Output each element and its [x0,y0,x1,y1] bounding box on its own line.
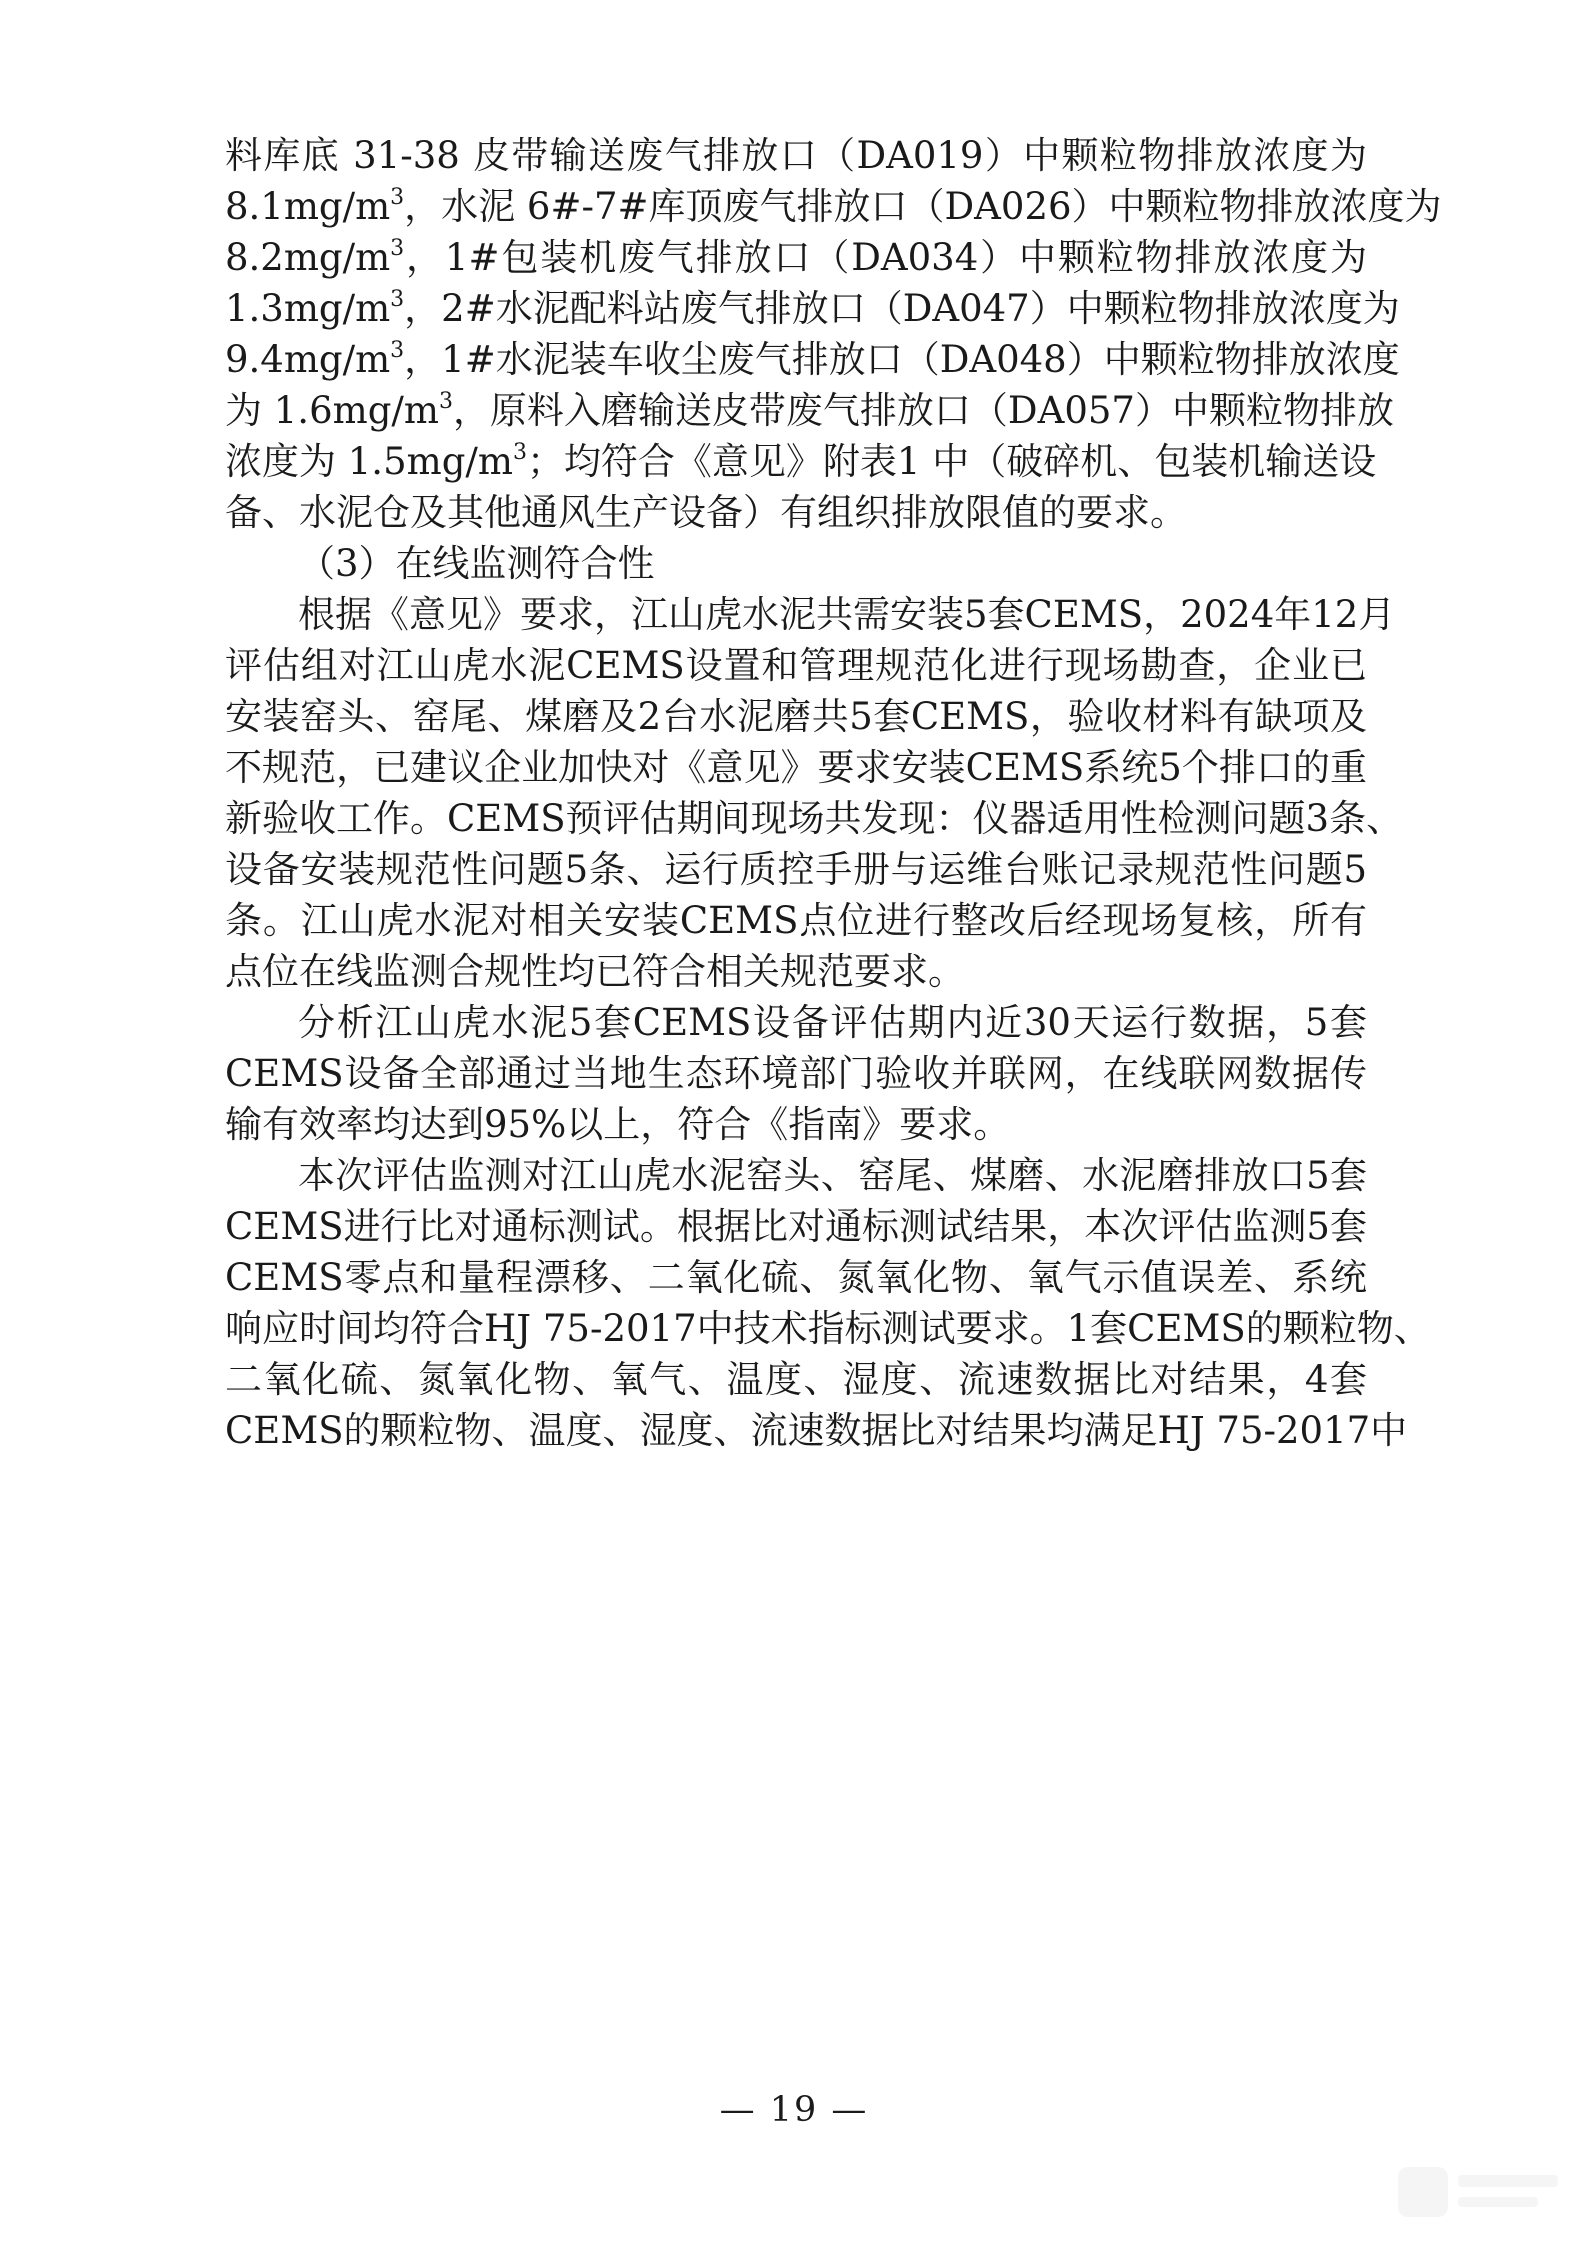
text-line: CEMS进行比对通标测试。根据比对通标测试结果，本次评估监测5套 [225,1205,1367,1248]
text-line: 安装窑头、窑尾、煤磨及2台水泥磨共5套CEMS，验收材料有缺项及 [225,695,1367,738]
page-number: — 19 — [719,2090,869,2130]
text-line: $9.4mg/m^3$，1#水泥装车收尘废气排放口（DA048）中颗粒物排放浓度 [225,338,1400,381]
text-line: 分析江山虎水泥5套CEMS设备评估期内近30天运行数据，5套 [298,1001,1367,1044]
text-line: 浓度为 $1.5mg/m^3$；均符合《意见》附表1 中（破碎机、包装机输送设 [225,440,1377,483]
text-line: 料库底 31-38 皮带输送废气排放口（DA019）中颗粒物排放浓度为 [225,134,1367,177]
text-line: CEMS设备全部通过当地生态环境部门验收并联网，在线联网数据传 [225,1052,1367,1095]
text-line: 响应时间均符合HJ 75-2017中技术指标测试要求。1套CEMS的颗粒物、 [225,1307,1431,1350]
text-line: $8.1mg/m^3$，水泥 6#-7#库顶废气排放口（DA026）中颗粒物排放浓度为 [225,185,1442,228]
superscript: 3 [438,389,453,414]
text-line: 二氧化硫、氮氧化物、氧气、温度、湿度、流速数据比对结果，4套 [225,1358,1367,1401]
superscript: 3 [390,287,405,312]
superscript: 3 [512,440,527,465]
text-line: $8.2mg/m^3$，1#包装机废气排放口（DA034）中颗粒物排放浓度为 [225,236,1367,279]
text-line: 点位在线监测合规性均已符合相关规范要求。 [225,950,965,993]
watermark-logo-icon [1394,2157,1564,2227]
text-line: $1.3mg/m^3$，2#水泥配料站废气排放口（DA047）中颗粒物排放浓度为 [225,287,1400,330]
superscript: 3 [390,185,405,210]
section-heading: （3）在线监测符合性 [298,542,655,585]
superscript: 3 [390,236,405,261]
text-line: 不规范，已建议企业加快对《意见》要求安装CEMS系统5个排口的重 [225,746,1367,789]
text-line: 新验收工作。CEMS预评估期间现场共发现：仪器适用性检测问题3条、 [225,797,1404,840]
text-line: 评估组对江山虎水泥CEMS设置和管理规范化进行现场勘查，企业已 [225,644,1367,687]
text-line: 本次评估监测对江山虎水泥窑头、窑尾、煤磨、水泥磨排放口5套 [298,1154,1367,1197]
text-line: 为 $1.6mg/m^3$，原料入磨输送皮带废气排放口（DA057）中颗粒物排放 [225,389,1394,432]
text-line: 条。江山虎水泥对相关安装CEMS点位进行整改后经现场复核，所有 [225,899,1367,942]
text-line: 设备安装规范性问题5条、运行质控手册与运维台账记录规范性问题5 [225,848,1367,891]
text-line: CEMS零点和量程漂移、二氧化硫、氮氧化物、氧气示值误差、系统 [225,1256,1367,1299]
superscript: 3 [390,338,405,363]
text-line: 备、水泥仓及其他通风生产设备）有组织排放限值的要求。 [225,491,1187,534]
text-line: CEMS的颗粒物、温度、湿度、流速数据比对结果均满足HJ 75-2017中 [225,1409,1408,1452]
text-line: 根据《意见》要求，江山虎水泥共需安装5套CEMS，2024年12月 [298,593,1396,636]
text-line: 输有效率均达到95%以上，符合《指南》要求。 [225,1103,1011,1146]
